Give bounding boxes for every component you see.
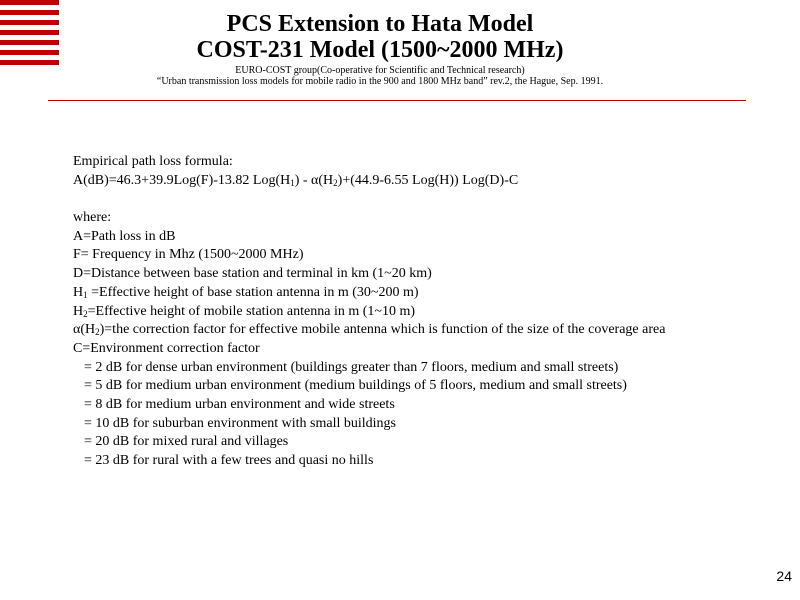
c-value-item: = 20 dB for mixed rural and villages — [84, 434, 289, 450]
definition-f: F= Frequency in Mhz (1500~2000 MHz) — [73, 247, 304, 263]
definition-alpha — [73, 321, 788, 340]
alpha-symbol: α — [73, 322, 81, 338]
alpha-text: )=the correction factor for effective mobile antenna which is function of the size of the coverage area — [99, 322, 666, 338]
definition-a: A=Path loss in dB — [73, 228, 176, 244]
h1-subscript: 1 — [83, 289, 88, 300]
slide-body — [73, 153, 788, 471]
alpha-subscript: 2 — [95, 327, 100, 338]
h1-symbol: H — [73, 284, 84, 300]
alpha-symbol: α — [311, 172, 319, 188]
c-value-item: = 5 dB for medium urban environment (medium buildings of 5 floors, medium and small streets) — [84, 378, 627, 394]
c-value-item: = 2 dB for dense urban environment (buildings greater than 7 floors, medium and small streets) — [84, 359, 619, 375]
slide-title: PCS Extension to Hata Model — [226, 11, 534, 37]
header-divider — [48, 100, 746, 101]
definition-c: C=Environment correction factor — [73, 340, 260, 356]
h2-symbol: H — [73, 303, 84, 319]
page-number: 24 — [776, 568, 792, 584]
c-value-item: = 8 dB for medium urban environment and wide streets — [84, 396, 395, 412]
definition-d: D=Distance between base station and terminal in km (1~20 km) — [73, 266, 432, 282]
formula-heading: Empirical path loss formula: — [73, 154, 233, 169]
formula-part: )+(44.9-6.55 Log(H)) Log(D)-C — [337, 172, 519, 188]
c-value-item: = 23 dB for rural with a few trees and quasi no hills — [84, 453, 374, 468]
definition-h1 — [73, 284, 788, 303]
spacer — [73, 190, 788, 209]
c-value-item: = 10 dB for suburban environment with small buildings — [84, 415, 396, 431]
formula-part: A(dB)=46.3+39.9Log(F)-13.82 Log(H — [73, 172, 291, 188]
formula-subscript: 1 — [290, 177, 295, 188]
source-reference: EURO-COST group(Co-operative for Scientific and Technical research) — [235, 65, 525, 76]
slide-subtitle: COST-231 Model (1500~2000 MHz) — [196, 37, 564, 63]
logo-stripe — [0, 0, 59, 5]
source-citation: “Urban transmission loss models for mobile radio in the 900 and 1800 MHz band” rev.2, the Hague, Sep. 1991. — [156, 76, 604, 87]
where-label: where: — [73, 210, 112, 226]
formula-part: (H — [318, 172, 334, 188]
definition-h2 — [73, 303, 788, 322]
h2-subscript: 2 — [83, 308, 88, 319]
h2-text: =Effective height of mobile station antenna in m (1~10 m) — [87, 303, 416, 319]
formula-subscript: 2 — [333, 177, 338, 188]
formula-part: ) - — [294, 172, 312, 188]
alpha-open: (H — [80, 322, 96, 338]
path-loss-formula — [73, 172, 788, 191]
h1-text: =Effective height of base station antenna in m (30~200 m) — [87, 284, 419, 300]
